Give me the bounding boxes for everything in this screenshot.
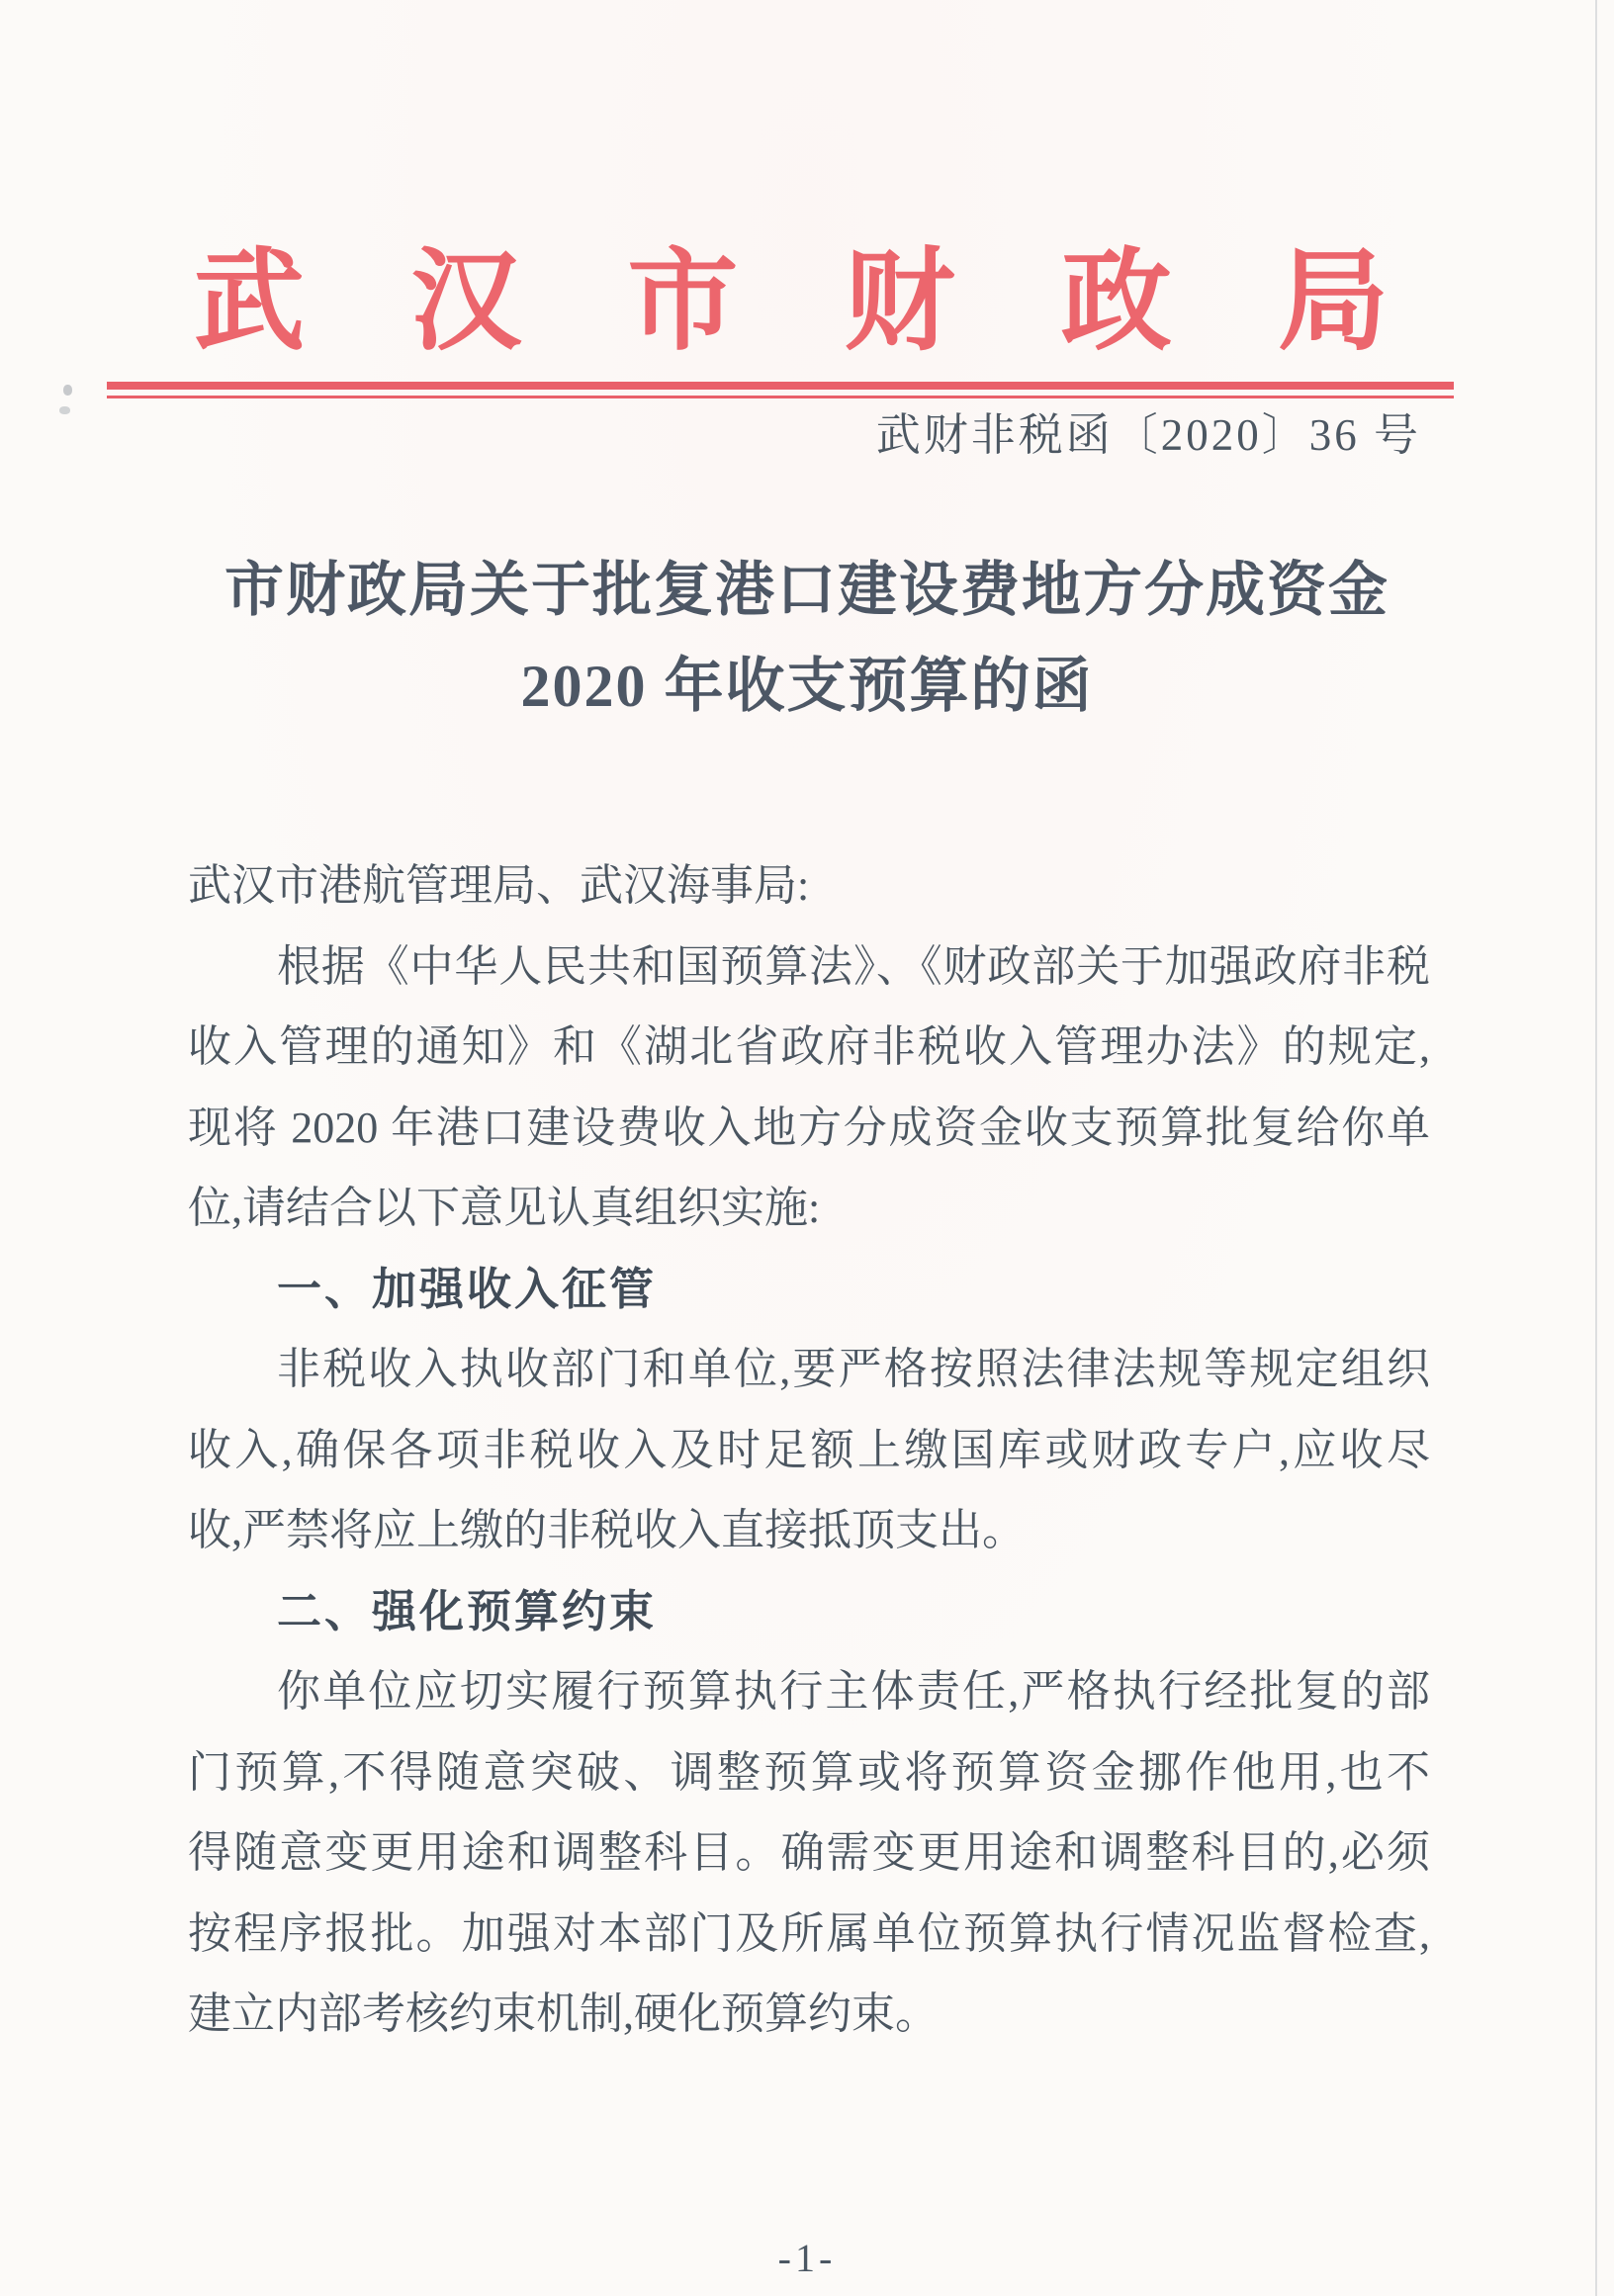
scan-edge-artifact (1595, 0, 1597, 2296)
salutation-line: 武汉市港航管理局、武汉海事局: (188, 861, 810, 910)
paragraph-line: 非税收入执收部门和单位,要严格按照法律法规等规定组织 (277, 1345, 1430, 1393)
document-title (0, 543, 1614, 735)
paragraph-line: 建立内部考核约束机制,硬化预算约束。 (188, 1989, 939, 2038)
paragraph-line: 按程序报批。加强对本部门及所属单位预算执行情况监督检查, (188, 1908, 1430, 1958)
paragraph-line: 你单位应切实履行预算执行主体责任,严格执行经批复的部 (277, 1667, 1430, 1716)
section-heading-1: 一、加强收入征管 (277, 1263, 658, 1314)
agency-letterhead: 武 汉 市 财 政 局 (194, 241, 1389, 364)
document-title-line2: 2020 年收支预算的函 (520, 654, 1094, 719)
paragraph-line: 根据《中华人民共和国预算法》、《财政部关于加强政府非税 (277, 941, 1430, 991)
paragraph-line: 位,请结合以下意见认真组织实施: (188, 1184, 821, 1232)
letterhead-divider-thick (107, 382, 1454, 390)
scan-speck-artifact (63, 385, 72, 396)
paragraph-line: 收,严禁将应上缴的非税收入直接抵顶支出。 (188, 1506, 1026, 1554)
document-title-line1: 市财政局关于批复港口建设费地方分成资金 (224, 558, 1390, 623)
section-heading-2: 二、强化预算约束 (277, 1585, 658, 1636)
document-number: 武财非税函〔2020〕36 号 (875, 410, 1421, 460)
page-number: -1- (777, 2236, 837, 2280)
paragraph-line: 门预算,不得随意突破、调整预算或将预算资金挪作他用,也不 (188, 1747, 1430, 1797)
paragraph-line: 现将 2020 年港口建设费收入地方分成资金收支预算批复给你单 (188, 1103, 1430, 1152)
letterhead-divider-thin (107, 396, 1454, 398)
scan-speck-artifact (59, 406, 70, 414)
paragraph-line: 得随意变更用途和调整科目。确需变更用途和调整科目的,必须 (188, 1828, 1430, 1877)
paragraph-line: 收入,确保各项非税收入及时足额上缴国库或财政专户,应收尽 (188, 1425, 1430, 1474)
paragraph-line: 收入管理的通知》和《湖北省政府非税收入管理办法》的规定, (188, 1022, 1430, 1071)
document-body (188, 845, 1430, 2055)
